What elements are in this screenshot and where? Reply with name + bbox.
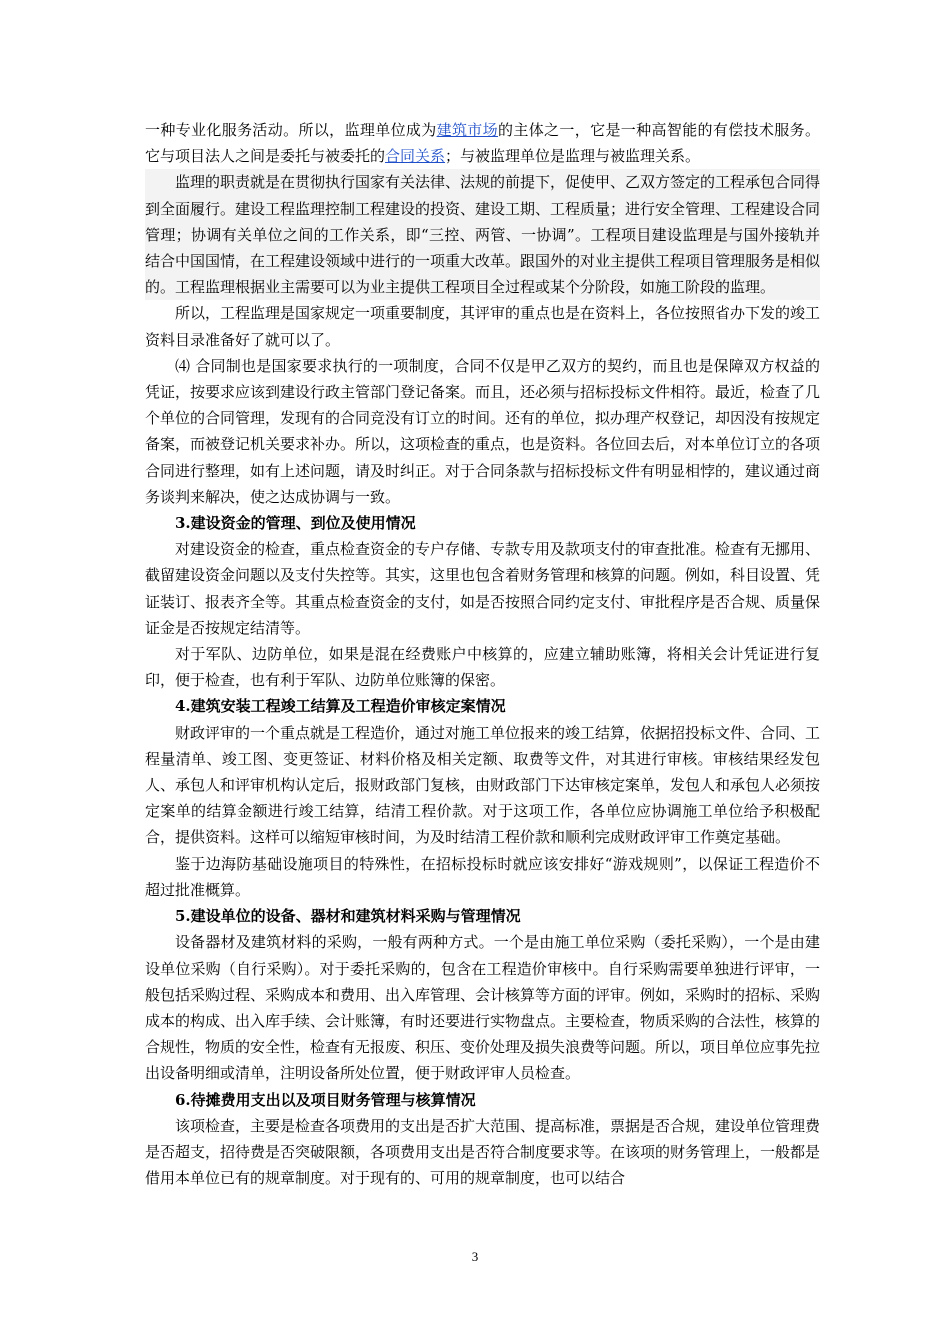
document-body bbox=[145, 117, 820, 1191]
paragraph-supervision-duties: 监理的职责就是在贯彻执行国家有关法律、法规的前提下，促使甲、乙双方签定的工程承包合同得到全面履行。建设工程监理控制工程建设的投资、建设工期、工程质量；进行安全管理、工程建设合同管理；协调有关单位之间的工作关系，即“三控、两管、一协调”。工程项目建设监理是与国外接轨并结合中国国情，在工程建设领域中进行的一项重大改革。跟国外的对业主提供工程项目管理服务是相似的。工程监理根据业主需要可以为业主提供工程项目全过程或某个分阶段，如施工阶段的监理。 bbox=[145, 169, 820, 300]
section-heading-5: 5.建设单位的设备、器材和建筑材料采购与管理情况 bbox=[175, 907, 521, 926]
paragraph-fund-check: 对建设资金的检查，重点检查资金的专户存储、专款专用及款项支付的审查批准。检查有无挪用、截留建设资金问题以及支付失控等。其实，这里也包含着财务管理和核算的问题。例如，科目设置、凭证装订、报表齐全等。其重点检查资金的支付，如是否按照合同约定支付、审批程序是否合规、质量保证金是否按规定结清等。 bbox=[145, 540, 821, 637]
paragraph-1-text-b: 的主体之一，它是一种高智能的有偿技术服务。它与项目法人之间是委托与被委托的 bbox=[145, 121, 820, 166]
paragraph-1 bbox=[145, 117, 820, 169]
paragraph-1-text-a: 一种专业化服务活动。所以，监理单位成为 bbox=[145, 121, 437, 139]
paragraph-expense-check: 该项检查，主要是检查各项费用的支出是否扩大范围、提高标准，票据是否合规，建设单位管理费是否超支，招待费是否突破限额，各项费用支出是否符合制度要求等。在该项的财务管理上，一般都是借用本单位已有的规章制度。对于现有的、可用的规章制度，也可以结合 bbox=[145, 1116, 821, 1188]
section-heading-6: 6.待摊费用支出以及项目财务管理与核算情况 bbox=[175, 1090, 476, 1109]
paragraph-supervision-summary: 所以，工程监理是国家规定一项重要制度，其评审的重点也是在资料上，各位按照省办下发的竣工资料目录准备好了就可以了。 bbox=[145, 304, 821, 349]
paragraph-border-projects: 鉴于边海防基础设施项目的特殊性，在招标投标时就应该安排好“游戏规则”，以保证工程造价不超过批准概算。 bbox=[145, 854, 820, 899]
link-construction-market[interactable]: 建筑市场 bbox=[436, 121, 499, 139]
section-heading-3: 3.建设资金的管理、到位及使用情况 bbox=[175, 514, 416, 533]
page-number: 3 bbox=[471, 1249, 479, 1264]
paragraph-procurement: 设备器材及建筑材料的采购，一般有两种方式。一个是由施工单位采购（委托采购），一个是由建设单位采购（自行采购）。对于委托采购的，包含在工程造价审核中。自行采购需要单独进行评审，一般包括采购过程、采购成本和费用、出入库管理、会计核算等方面的评审。例如，采购时的招标、采购成本的构成、出入库手续、会计账簿，有时还要进行实物盘点。主要检查，物质采购的合法性，核算的合规性，物质的安全性，检查有无报废、积压、变价处理及损失浪费等问题。所以，项目单位应事先拉出设备明细或清单，注明设备所处位置，便于财政评审人员检查。 bbox=[145, 933, 821, 1083]
paragraph-contract-system: ⑷ 合同制也是国家要求执行的一项制度，合同不仅是甲乙双方的契约，而且也是保障双方权益的凭证，按要求应该到建设行政主管部门登记备案。而且，还必须与招标投标文件相符。最近，检查了几个单位的合同管理，发现有的合同竞没有订立的时间。还有的单位，拟办理产权登记，却因没有按规定备案，而被登记机关要求补办。所以，这项检查的重点，也是资料。各位回去后，对本单位订立的各项合同进行整理，如有上述问题，请及时纠正。对于合同条款与招标投标文件有明显相悖的，建议通过商务谈判来解决，使之达成协调与一致。 bbox=[145, 356, 821, 506]
paragraph-cost-review: 财政评审的一个重点就是工程造价，通过对施工单位报来的竣工结算，依据招投标文件、合同、工程量清单、竣工图、变更签证、材料价格及相关定额、取费等文件，对其进行审核。审核结果经发包人、承包人和评审机构认定后，报财政部门复核，由财政部门下达审核定案单，发包人和承包人必须按定案单的结算金额进行竣工结算，结清工程价款。对于这项工作，各单位应协调施工单位给予积极配合，提供资料。这样可以缩短审核时间，为及时结清工程价款和顺利完成财政评审工作奠定基础。 bbox=[145, 723, 821, 847]
paragraph-1-text-c: ；与被监理单位是监理与被监理关系。 bbox=[445, 147, 701, 166]
link-contract-relationship[interactable]: 合同关系 bbox=[385, 147, 446, 166]
section-heading-4: 4.建筑安装工程竣工结算及工程造价审核定案情况 bbox=[175, 697, 506, 716]
paragraph-military-units: 对于军队、边防单位，如果是混在经费账户中核算的，应建立辅助账簿，将相关会计凭证进行复印，便于检查，也有利于军队、边防单位账簿的保密。 bbox=[145, 645, 820, 690]
